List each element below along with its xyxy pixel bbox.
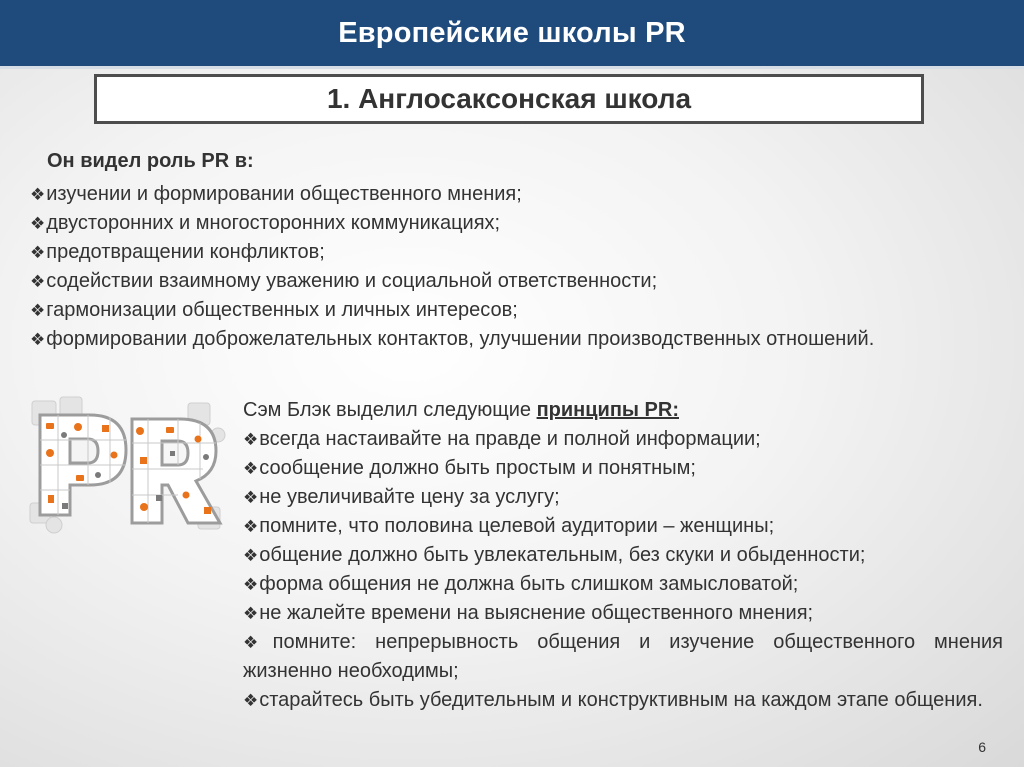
bullet-icon: ❖	[243, 517, 259, 536]
list-item-text: сообщение должно быть простым и понятным;	[259, 457, 696, 479]
bullet-icon: ❖	[30, 214, 46, 233]
list-item-text: общение должно быть увлекательным, без скуки и обыденности;	[259, 544, 866, 566]
list-item	[30, 180, 874, 209]
principles-list	[243, 425, 1003, 715]
bullet-icon: ❖	[30, 272, 46, 291]
list-item-text: двусторонних и многосторонних коммуникациях;	[46, 212, 501, 234]
list-item	[30, 238, 874, 267]
bullet-icon: ❖	[30, 243, 46, 262]
subtitle: 1. Англосаксонская школа	[326, 83, 692, 114]
list-item	[30, 296, 874, 325]
bullet-icon: ❖	[243, 604, 259, 623]
roles-list	[30, 180, 874, 354]
list-item	[243, 686, 1003, 715]
bullet-icon: ❖	[243, 575, 259, 594]
list-item-text: помните: непрерывность общения и изучение общественного мнения жизненно необходимы;	[243, 631, 1003, 682]
list-item	[30, 325, 874, 354]
bullet-icon: ❖	[30, 330, 46, 349]
list-item	[243, 483, 1003, 512]
list-item	[243, 628, 1003, 686]
bullet-icon: ❖	[243, 546, 259, 565]
list-item	[30, 209, 874, 238]
list-item	[243, 425, 1003, 454]
list-item-text: гармонизации общественных и личных интересов;	[46, 299, 518, 321]
principles-lead	[243, 396, 1003, 425]
subtitle-box	[94, 74, 924, 124]
bullet-icon: ❖	[243, 633, 272, 652]
slide-header	[0, 0, 1024, 69]
pr-puzzle-logo	[28, 395, 238, 545]
bullet-icon: ❖	[30, 185, 46, 204]
list-item-text: формировании доброжелательных контактов, улучшении производственных отношений.	[46, 328, 875, 350]
roles-intro: Он видел роль PR в:	[47, 150, 254, 172]
list-item-text: содействии взаимному уважению и социальной ответственности;	[46, 270, 658, 292]
list-item-text: всегда настаивайте на правде и полной информации;	[259, 428, 761, 450]
principles-block	[243, 396, 1003, 715]
bullet-icon: ❖	[243, 691, 259, 710]
bullet-icon: ❖	[243, 430, 259, 449]
bullet-icon: ❖	[243, 488, 259, 507]
list-item-text: не жалейте времени на выяснение общественного мнения;	[259, 602, 814, 624]
list-item-text: форма общения не должна быть слишком замысловатой;	[259, 573, 799, 595]
list-item	[30, 267, 874, 296]
list-item-text: не увеличивайте цену за услугу;	[259, 486, 560, 508]
list-item-text: предотвращении конфликтов;	[46, 241, 325, 263]
list-item-text: помните, что половина целевой аудитории – женщины;	[259, 515, 775, 537]
principles-lead-text: Сэм Блэк выделил следующие	[243, 399, 537, 421]
slide-title: Европейские школы PR	[338, 16, 686, 49]
bullet-icon: ❖	[30, 301, 46, 320]
page-number: 6	[978, 739, 986, 755]
bullet-icon: ❖	[243, 459, 259, 478]
list-item-text: старайтесь быть убедительным и конструктивным на каждом этапе общения.	[259, 689, 983, 711]
principles-lead-emphasis: принципы PR:	[536, 399, 679, 421]
list-item	[243, 570, 1003, 599]
list-item-text: изучении и формировании общественного мнения;	[46, 183, 522, 205]
list-item	[243, 541, 1003, 570]
list-item	[243, 454, 1003, 483]
list-item	[243, 599, 1003, 628]
list-item	[243, 512, 1003, 541]
